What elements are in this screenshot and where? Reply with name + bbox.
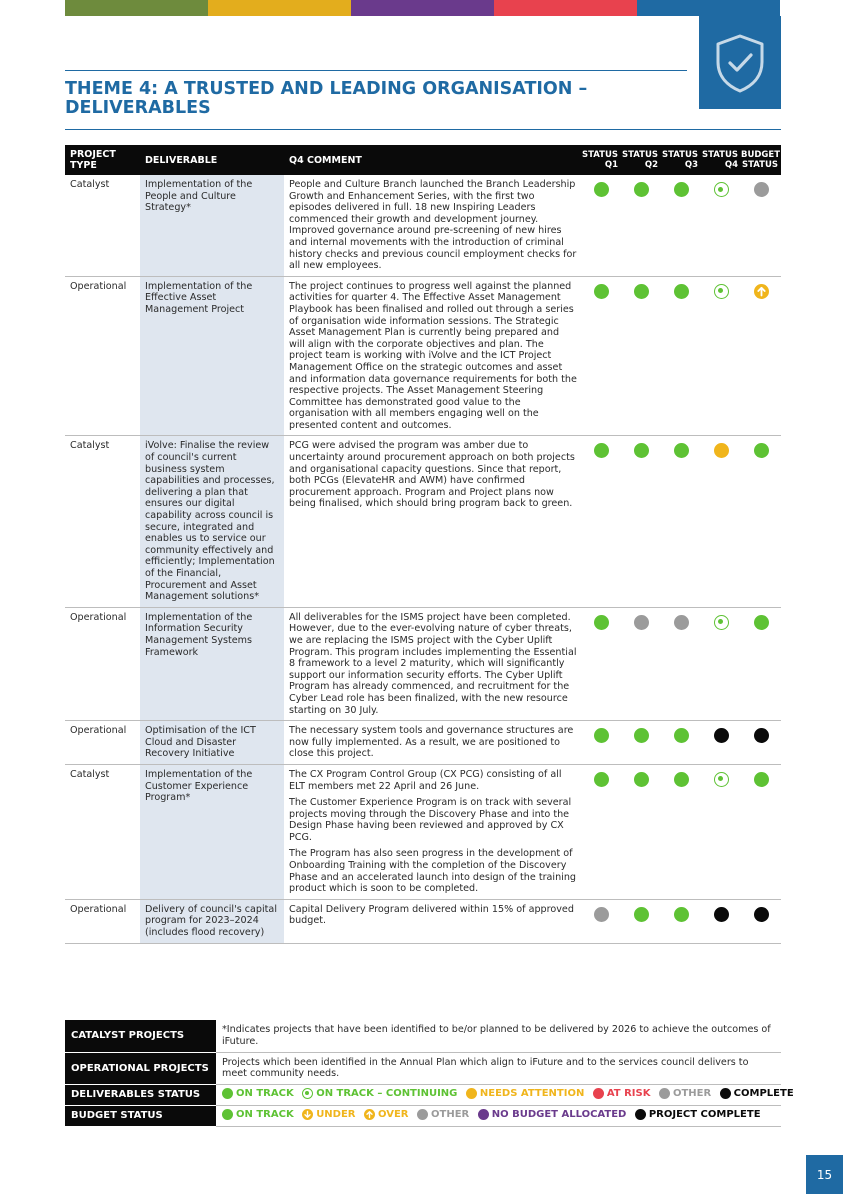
- status-q2-cell: [621, 721, 661, 765]
- deliverable-cell: Implementation of the Effective Asset Management Project: [140, 276, 284, 436]
- key-label: UNDER: [316, 1108, 356, 1120]
- key-budget-no-budget: [478, 1109, 627, 1120]
- key-budget-other: [417, 1109, 469, 1120]
- status-q1-cell: [581, 764, 621, 899]
- status-q2-cell: [621, 175, 661, 276]
- header-status-q1: STATUS Q1: [581, 145, 621, 175]
- status-q3-cell: [661, 276, 701, 436]
- key-budget-on-track: [222, 1109, 294, 1120]
- key-label: OTHER: [672, 1087, 712, 1099]
- legend-budget-label: BUDGET STATUS: [65, 1105, 216, 1126]
- status-q1-cell: [581, 276, 621, 436]
- key-complete: [720, 1088, 794, 1099]
- budget-status-cell: [741, 721, 781, 765]
- on-track-status-icon: [674, 907, 689, 922]
- comment-paragraph: Capital Delivery Program delivered within 15% of approved budget.: [289, 903, 574, 927]
- on-track-continuing-status-icon: [714, 772, 729, 787]
- at-risk-dot-icon: [593, 1088, 604, 1099]
- on-track-status-icon: [674, 443, 689, 458]
- key-label: PROJECT COMPLETE: [648, 1108, 761, 1120]
- table-row: [65, 276, 781, 436]
- legend-deliverables-key: [216, 1084, 794, 1105]
- under-arrow-icon: [302, 1109, 313, 1120]
- key-on-track: [222, 1088, 294, 1099]
- on-track-status-icon: [634, 728, 649, 743]
- other-budget-icon: [754, 182, 769, 197]
- status-q2-cell: [621, 899, 661, 943]
- legend-catalyst-text: *Indicates projects that have been identified to be/or planned to be delivered by 2026 to achieve the outcomes of iFuture.: [216, 1020, 781, 1052]
- status-q4-cell: [701, 899, 741, 943]
- legend-table: [65, 1020, 794, 1127]
- complete-budget-icon: [754, 907, 769, 922]
- top-bar-segment: [65, 0, 208, 16]
- over-budget-icon: [754, 284, 769, 299]
- page-title: THEME 4: A TRUSTED AND LEADING ORGANISATION – DELIVERABLES: [65, 79, 588, 118]
- comment-cell: [284, 276, 581, 436]
- budget-status-cell: [741, 764, 781, 899]
- key-at-risk: [593, 1088, 651, 1099]
- theme-icon-box: [699, 16, 781, 109]
- comment-paragraph: The CX Program Control Group (CX PCG) consisting of all ELT members met 22 April and 26 June.: [289, 768, 562, 792]
- project-type-cell: Operational: [65, 607, 140, 720]
- on-track-status-icon: [674, 284, 689, 299]
- deliverable-cell: iVolve: Finalise the review of council's current business system capabilities and processes, delivering a plan that ensures our digital capability across council is secure, integrated and enables us to service our community effectively and efficiently; Implementation of the Financial, Procurement and Asset Management solutions*: [140, 436, 284, 607]
- title-top-rule: [65, 70, 687, 71]
- budget-status-cell: [741, 436, 781, 607]
- header-project-type: PROJECT TYPE: [65, 145, 140, 175]
- legend-budget-key: [216, 1105, 781, 1126]
- status-q3-cell: [661, 436, 701, 607]
- legend-row-catalyst: [65, 1020, 781, 1052]
- on-track-status-icon: [594, 772, 609, 787]
- complete-status-icon: [714, 907, 729, 922]
- comment-paragraph: People and Culture Branch launched the Branch Leadership Growth and Enhancement Series, with the first two episodes delivered in full. 18 new Inspiring Leaders commenced their growth and development journey. Improved governance around pre-screening of new hires and internal movements with the introduction of criminal history checks and previous council employment checks for all new employees.: [289, 179, 577, 272]
- deliverable-cell: Implementation of the People and Culture Strategy*: [140, 175, 284, 276]
- key-label: ON TRACK: [236, 1087, 294, 1099]
- budget-status-cell: [741, 175, 781, 276]
- key-other: [659, 1088, 711, 1099]
- status-q4-cell: [701, 436, 741, 607]
- deliverables-table: [65, 145, 781, 944]
- key-label: NO BUDGET ALLOCATED: [491, 1108, 627, 1120]
- status-q3-cell: [661, 899, 701, 943]
- on-track-continuing-status-icon: [714, 615, 729, 630]
- key-label: ON TRACK – CONTINUING: [316, 1087, 458, 1099]
- comment-cell: [284, 721, 581, 765]
- title-bottom-rule: [65, 129, 781, 130]
- on-track-continuing-dot-icon: [302, 1088, 313, 1099]
- key-budget-over: [364, 1109, 409, 1120]
- comment-cell: [284, 607, 581, 720]
- deliverable-cell: Delivery of council's capital program for 2023–2024 (includes flood recovery): [140, 899, 284, 943]
- on-track-budget-icon: [754, 772, 769, 787]
- top-bar-segment: [494, 0, 637, 16]
- key-label: AT RISK: [606, 1087, 651, 1099]
- legend-deliverables-label: DELIVERABLES STATUS: [65, 1084, 216, 1105]
- status-q4-cell: [701, 764, 741, 899]
- key-on-track-continuing: [302, 1088, 457, 1099]
- header-q4-comment: Q4 COMMENT: [284, 145, 581, 175]
- complete-status-icon: [714, 728, 729, 743]
- on-track-status-icon: [634, 182, 649, 197]
- status-q4-cell: [701, 721, 741, 765]
- other-status-icon: [674, 615, 689, 630]
- budget-status-cell: [741, 276, 781, 436]
- key-label: NEEDS ATTENTION: [479, 1087, 585, 1099]
- status-q2-cell: [621, 764, 661, 899]
- legend-operational-text: Projects which been identified in the Annual Plan which align to iFuture and to the services council delivers to meet community needs.: [216, 1052, 781, 1084]
- complete-dot-icon: [720, 1088, 731, 1099]
- budget-status-cell: [741, 899, 781, 943]
- on-track-status-icon: [674, 182, 689, 197]
- needs-attention-dot-icon: [466, 1088, 477, 1099]
- status-q1-cell: [581, 721, 621, 765]
- budget-status-cell: [741, 607, 781, 720]
- status-q1-cell: [581, 175, 621, 276]
- status-q3-cell: [661, 721, 701, 765]
- on-track-status-icon: [674, 728, 689, 743]
- table-row: [65, 899, 781, 943]
- key-label: ON TRACK: [236, 1108, 294, 1120]
- other-status-icon: [594, 907, 609, 922]
- on-track-status-icon: [594, 284, 609, 299]
- key-needs-attention: [466, 1088, 584, 1099]
- over-arrow-icon: [364, 1109, 375, 1120]
- other-dot-icon: [659, 1088, 670, 1099]
- legend-row-budget: [65, 1105, 781, 1126]
- comment-paragraph: The Customer Experience Program is on track with several projects moving through the Discovery Phase and into the Design Phase having been reviewed and approved by CX PCG.: [289, 797, 572, 843]
- complete-dot-icon: [635, 1109, 646, 1120]
- status-q2-cell: [621, 276, 661, 436]
- comment-cell: [284, 175, 581, 276]
- on-track-status-icon: [594, 615, 609, 630]
- table-row: [65, 175, 781, 276]
- table-row: [65, 607, 781, 720]
- on-track-status-icon: [594, 728, 609, 743]
- key-label: OTHER: [431, 1108, 470, 1120]
- deliverable-cell: Optimisation of the ICT Cloud and Disaster Recovery Initiative: [140, 721, 284, 765]
- on-track-status-icon: [634, 907, 649, 922]
- shield-check-icon: [712, 32, 768, 94]
- table-row: [65, 436, 781, 607]
- comment-paragraph: The project continues to progress well against the planned activities for quarter 4. The Effective Asset Management Playbook has been finalised and rolled out through a series of organisation wide information sessions. The Strategic Asset Management Plan is currently being prepared and will align with the corporate objectives and plan. The project team is working with iVolve and the ICT Project Management Office on the strategic outcomes and asset and information data governance requirements for both the respective projects. The Asset Management Steering Committee has demonstrated good value to the organisation with all members engaging well on the presented content and outcomes.: [289, 280, 577, 431]
- project-type-cell: Catalyst: [65, 436, 140, 607]
- status-q2-cell: [621, 607, 661, 720]
- no-budget-dot-icon: [478, 1109, 489, 1120]
- header-budget-status: BUDGET STATUS: [741, 145, 781, 175]
- table-row: [65, 764, 781, 899]
- deliverable-cell: Implementation of the Information Security Management Systems Framework: [140, 607, 284, 720]
- comment-cell: [284, 899, 581, 943]
- on-track-continuing-status-icon: [714, 182, 729, 197]
- status-q4-cell: [701, 276, 741, 436]
- top-bar-segment: [637, 0, 780, 16]
- on-track-budget-icon: [754, 615, 769, 630]
- status-q3-cell: [661, 607, 701, 720]
- status-q3-cell: [661, 175, 701, 276]
- header-status-q4: STATUS Q4: [701, 145, 741, 175]
- legend-row-deliverables: [65, 1084, 781, 1105]
- top-bar-segment: [208, 0, 351, 16]
- on-track-status-icon: [634, 772, 649, 787]
- table-row: [65, 721, 781, 765]
- other-dot-icon: [417, 1109, 428, 1120]
- table-header-row: [65, 145, 781, 175]
- on-track-dot-icon: [222, 1109, 233, 1120]
- on-track-status-icon: [634, 284, 649, 299]
- project-type-cell: Operational: [65, 899, 140, 943]
- header-status-q3: STATUS Q3: [661, 145, 701, 175]
- key-budget-complete: [635, 1109, 761, 1120]
- on-track-status-icon: [674, 772, 689, 787]
- on-track-status-icon: [634, 443, 649, 458]
- legend-row-operational: [65, 1052, 781, 1084]
- status-q4-cell: [701, 175, 741, 276]
- complete-budget-icon: [754, 728, 769, 743]
- legend-catalyst-label: CATALYST PROJECTS: [65, 1020, 216, 1052]
- top-color-bar: [65, 0, 780, 16]
- status-q1-cell: [581, 436, 621, 607]
- status-q2-cell: [621, 436, 661, 607]
- comment-paragraph: The necessary system tools and governance structures are now fully implemented. As a result, we are positioned to close this project.: [289, 725, 574, 760]
- comment-paragraph: All deliverables for the ISMS project have been completed. However, due to the ever-evolving nature of cyber threats, we are replacing the ISMS project with the Cyber Uplift Program. This program includes implementing the Essential 8 framework to a level 2 maturity, which will significantly support our information security efforts. The Cyber Uplift Program has already commenced, and recruitment for the Cyber Lead role has been finalized, with the new resource starting on 30 July.: [289, 611, 577, 716]
- on-track-status-icon: [594, 182, 609, 197]
- project-type-cell: Operational: [65, 276, 140, 436]
- top-bar-segment: [351, 0, 494, 16]
- on-track-budget-icon: [754, 443, 769, 458]
- status-q4-cell: [701, 607, 741, 720]
- page-number: 15: [806, 1155, 843, 1194]
- deliverable-cell: Implementation of the Customer Experience Program*: [140, 764, 284, 899]
- needs-attention-status-icon: [714, 443, 729, 458]
- comment-paragraph: PCG were advised the program was amber due to uncertainty around procurement approach on both projects and organisational capacity questions. Since that report, both PCGs (ElevateHR and AWM) have confirmed procurement approach. Program and Project plans now being finalised, which should bring program back to green.: [289, 440, 575, 510]
- status-q3-cell: [661, 764, 701, 899]
- project-type-cell: Operational: [65, 721, 140, 765]
- comment-cell: [284, 764, 581, 899]
- status-q1-cell: [581, 899, 621, 943]
- other-status-icon: [634, 615, 649, 630]
- status-q1-cell: [581, 607, 621, 720]
- key-label: COMPLETE: [733, 1087, 794, 1099]
- project-type-cell: Catalyst: [65, 175, 140, 276]
- legend-operational-label: OPERATIONAL PROJECTS: [65, 1052, 216, 1084]
- project-type-cell: Catalyst: [65, 764, 140, 899]
- on-track-status-icon: [594, 443, 609, 458]
- on-track-continuing-status-icon: [714, 284, 729, 299]
- comment-cell: [284, 436, 581, 607]
- on-track-dot-icon: [222, 1088, 233, 1099]
- key-budget-under: [302, 1109, 355, 1120]
- header-deliverable: DELIVERABLE: [140, 145, 284, 175]
- header-status-q2: STATUS Q2: [621, 145, 661, 175]
- comment-paragraph: The Program has also seen progress in the development of Onboarding Training with the completion of the Discovery Phase and an accelerated launch into design of the training product which is soon to be completed.: [289, 848, 576, 895]
- key-label: OVER: [378, 1108, 409, 1120]
